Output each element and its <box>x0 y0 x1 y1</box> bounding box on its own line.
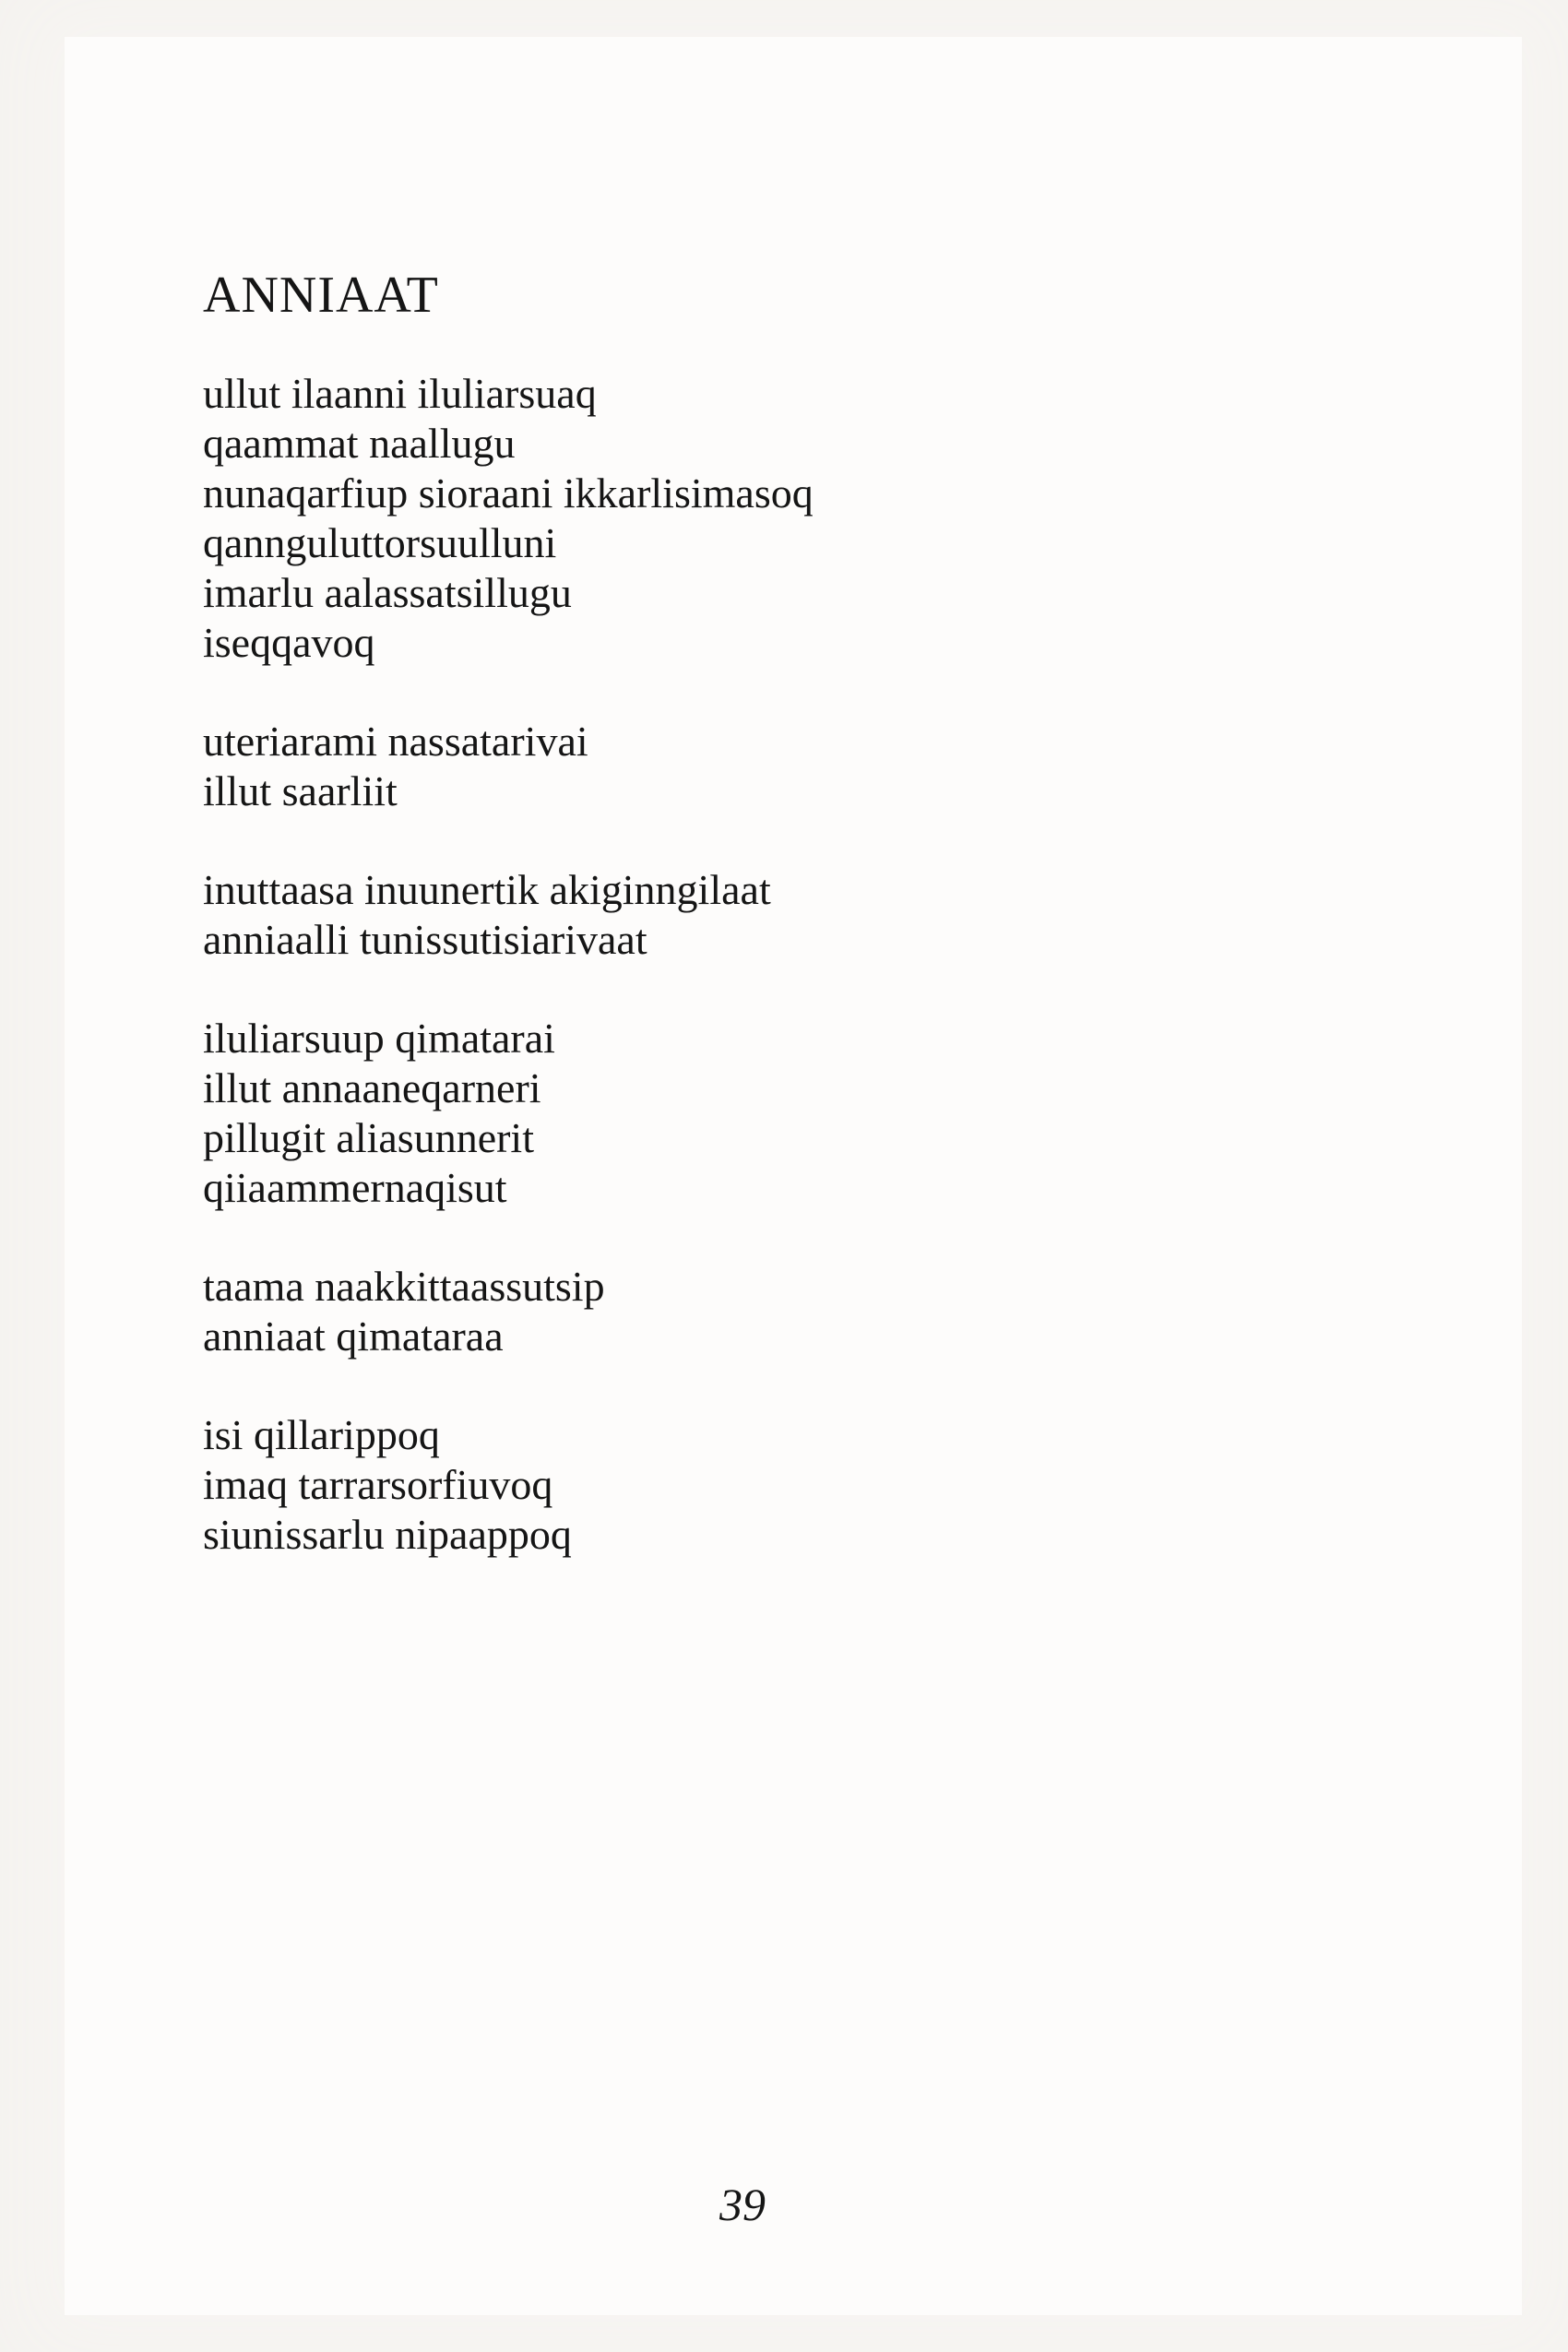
stanza <box>203 865 1310 965</box>
verse-line: qiiaammernaqisut <box>203 1164 507 1211</box>
verse-line: iluliarsuup qimatarai <box>203 1015 555 1062</box>
verse-line: illut saarliit <box>203 767 398 814</box>
verse-line: qannguluttorsuulluni <box>203 519 557 566</box>
stanza <box>203 1262 1310 1361</box>
verse-line: pillugit aliasunnerit <box>203 1114 534 1161</box>
verse-line: uteriarami nassatarivai <box>203 718 588 765</box>
verse-line: isi qillarippoq <box>203 1411 440 1458</box>
verse-line: siunissarlu nipaappoq <box>203 1511 572 1558</box>
verse-line: imarlu aalassatsillugu <box>203 569 572 616</box>
verse-line: iseqqavoq <box>203 619 375 666</box>
stanza <box>203 717 1310 816</box>
verse-line: inuttaasa inuunertik akiginngilaat <box>203 866 771 913</box>
stanza <box>203 369 1310 668</box>
poem <box>203 267 1310 1560</box>
verse-line: ullut ilaanni iluliarsuaq <box>203 370 597 417</box>
verse-line: imaq tarrarsorfiuvoq <box>203 1461 553 1508</box>
stanza <box>203 1014 1310 1213</box>
page-number: 39 <box>719 2179 766 2230</box>
verse-line: qaammat naallugu <box>203 420 516 467</box>
poem-title: ANNIAAT <box>203 267 439 324</box>
stanza <box>203 1410 1310 1560</box>
verse-line: anniaat qimataraa <box>203 1313 504 1360</box>
verse-line: taama naakkittaassutsip <box>203 1263 605 1310</box>
verse-line: illut annaaneqarneri <box>203 1064 541 1111</box>
verse-line: anniaalli tunissutisiarivaat <box>203 916 647 963</box>
verse-line: nunaqarfiup sioraani ikkarlisimasoq <box>203 469 814 517</box>
